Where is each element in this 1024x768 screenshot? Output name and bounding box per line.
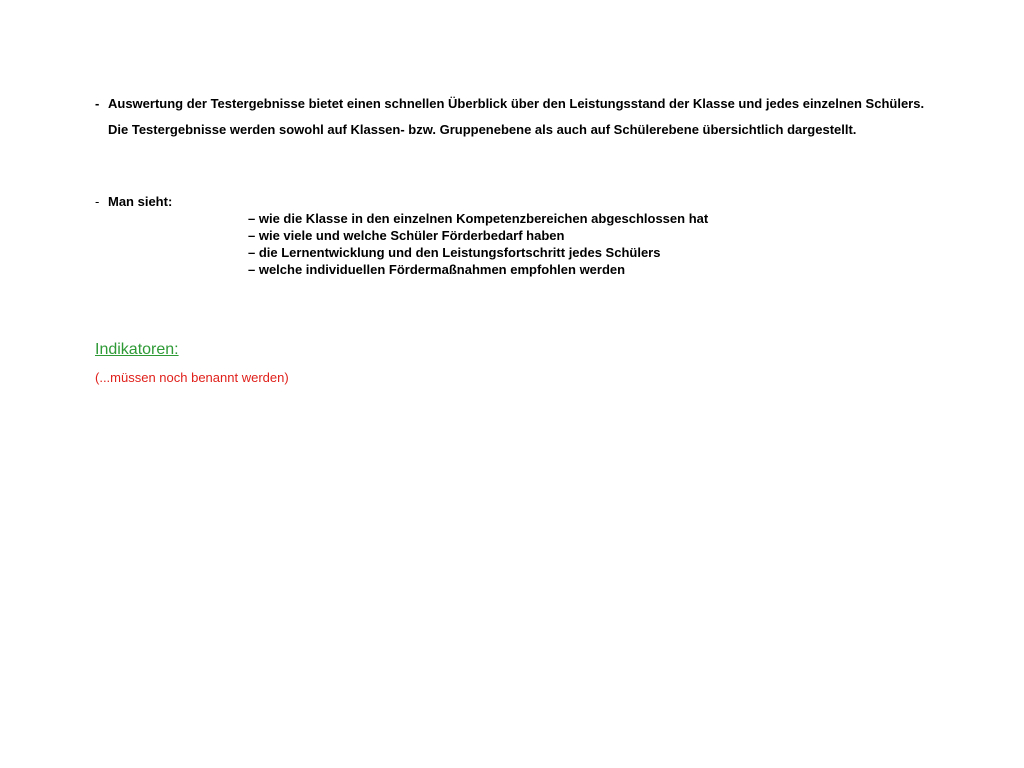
list-item: – wie viele und welche Schüler Förderbedarf haben <box>248 228 565 243</box>
bullet-dash: - <box>95 96 100 111</box>
list-item: – welche individuellen Fördermaßnahmen empfohlen werden <box>248 262 626 277</box>
evaluation-text: Auswertung der Testergebnisse bietet einen schnellen Überblick über den Leistungsstand der Klasse und jedes einzelnen Schülers. Die Testergebnisse werden sowohl auf Klassen- bzw. Gruppenebene als auch auf Schülerebene übersichtlich dargestellt. <box>108 96 925 137</box>
list-item: – die Lernentwicklung und den Leistungsfortschritt jedes Schülers <box>248 245 661 260</box>
bullet-dash: - <box>95 194 100 209</box>
list-item: – wie die Klasse in den einzelnen Kompetenzbereichen abgeschlossen hat <box>248 211 709 226</box>
man-sieht-list <box>248 210 708 278</box>
man-sieht-label: Man sieht: <box>108 194 173 209</box>
man-sieht-bullet <box>95 193 172 210</box>
evaluation-bullet <box>95 91 945 143</box>
indikatoren-heading: Indikatoren: <box>95 341 179 358</box>
indikatoren-note: (...müssen noch benannt werden) <box>95 370 289 385</box>
